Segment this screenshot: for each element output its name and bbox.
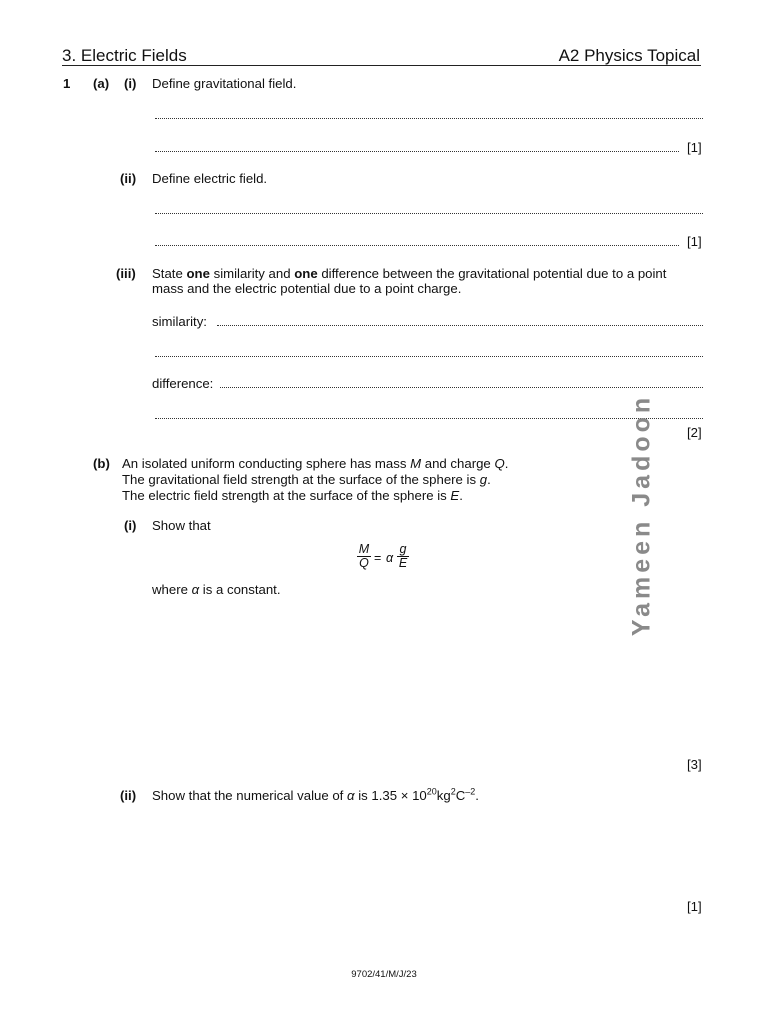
part-b-label: (b)	[93, 456, 110, 471]
mark-b-ii: [1]	[687, 899, 702, 914]
fraction-g-over-e: g E	[398, 542, 408, 570]
question-number: 1	[63, 76, 71, 91]
alpha-symbol: α	[386, 551, 394, 565]
fraction-m-over-q: M Q	[358, 542, 370, 570]
answer-line[interactable]	[155, 151, 679, 152]
answer-line[interactable]	[155, 245, 679, 246]
a-ii-label: (ii)	[120, 171, 137, 186]
topic-title: 3. Electric Fields	[62, 46, 187, 65]
equals-sign: =	[374, 551, 382, 565]
where-alpha-text: where α is a constant.	[152, 582, 281, 597]
a-iii-label: (iii)	[116, 266, 136, 281]
similarity-label: similarity:	[152, 314, 207, 329]
answer-line[interactable]	[155, 118, 703, 119]
part-b-line3: The electric field strength at the surface of the sphere is E.	[122, 488, 463, 503]
answer-line[interactable]	[217, 325, 703, 326]
a-iii-prompt-line1: State one similarity and one difference between the gravitational potential due to a point	[152, 266, 667, 281]
watermark: Yameen Jadoon	[627, 393, 656, 637]
b-ii-label: (ii)	[120, 788, 137, 803]
mark-a-ii: [1]	[687, 234, 702, 249]
part-b-line2: The gravitational field strength at the surface of the sphere is g.	[122, 472, 491, 487]
b-i-label: (i)	[124, 518, 137, 533]
difference-label: difference:	[152, 376, 214, 391]
answer-line[interactable]	[155, 356, 703, 357]
b-ii-prompt: Show that the numerical value of α is $1.35 \times 10^{20}kg^2C^{-2}$.	[152, 786, 479, 803]
a-iii-prompt-line2: mass and the electric potential due to a point charge.	[152, 281, 462, 296]
b-i-prompt: Show that	[152, 518, 211, 533]
a-ii-prompt: Define electric field.	[152, 171, 268, 186]
a-i-prompt: Define gravitational field.	[152, 76, 297, 91]
header-rule	[62, 65, 701, 66]
mark-a-iii: [2]	[687, 425, 702, 440]
part-a-label: (a)	[93, 76, 110, 91]
answer-line[interactable]	[220, 387, 703, 388]
mark-b-i: [3]	[687, 757, 702, 772]
paper-code: 9702/41/M/J/23	[351, 969, 417, 980]
answer-line[interactable]	[155, 418, 703, 419]
part-b-line1: An isolated uniform conducting sphere has mass M and charge Q.	[122, 456, 509, 471]
answer-line[interactable]	[155, 213, 703, 214]
source-title: A2 Physics Topical	[558, 46, 700, 65]
mark-a-i: [1]	[687, 140, 702, 155]
a-i-label: (i)	[124, 76, 137, 91]
